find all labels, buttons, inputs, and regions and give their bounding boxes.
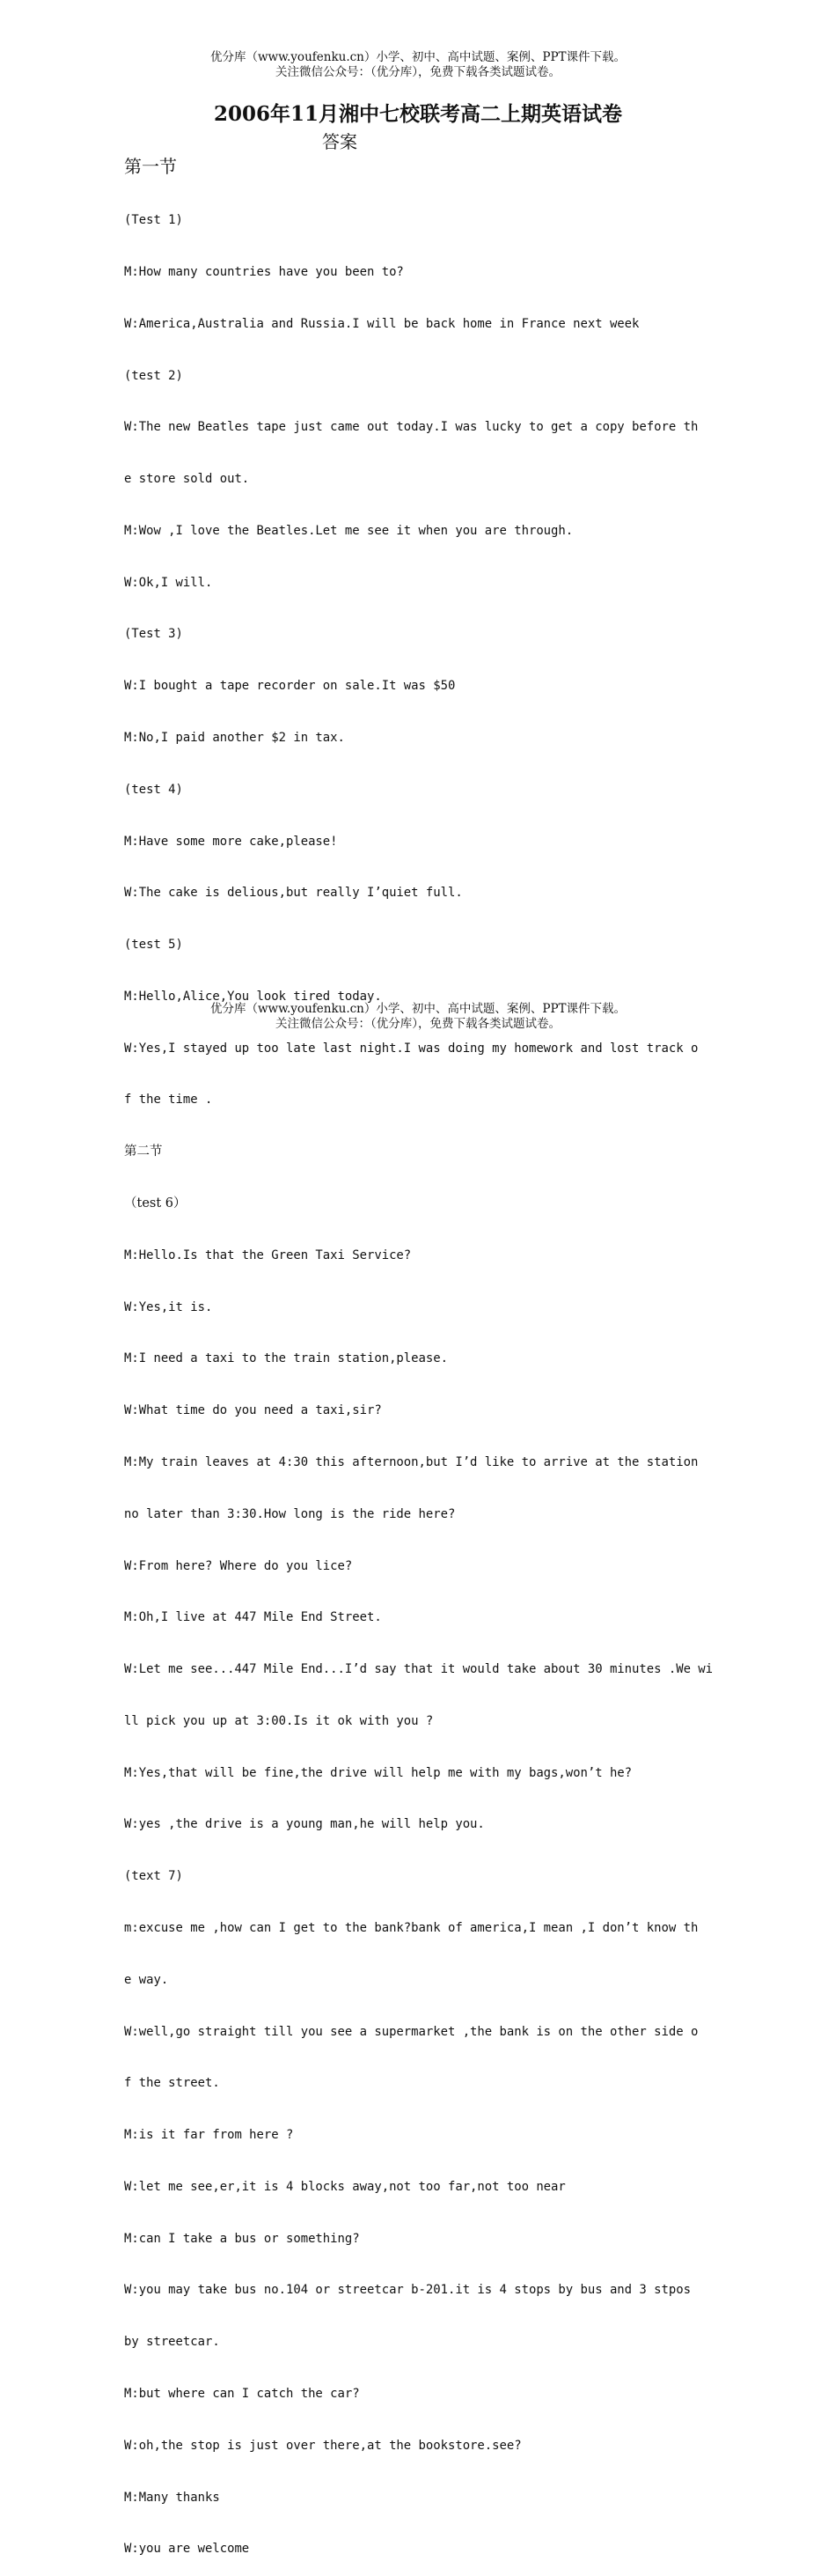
transcript-line: M:Yes,that will be fine,the drive will help me with my bags,won’t he?: [124, 1765, 633, 1780]
transcript-line: (test 4): [124, 782, 183, 797]
transcript-line: M:My train leaves at 4:30 this afternoon,but I’d like to arrive at the station: [124, 1454, 699, 1469]
transcript-line: W:oh,the stop is just over there,at the bookstore.see?: [124, 2438, 522, 2453]
transcript-line: (Test 3): [124, 627, 183, 642]
transcript-line: e store sold out.: [124, 472, 250, 487]
transcript-line: m:excuse me ,how can I get to the bank?bank of america,I mean ,I don’t know th: [124, 1920, 699, 1935]
transcript-line: M:is it far from here ?: [124, 2128, 294, 2143]
transcript-line: M:Hello.Is that the Green Taxi Service?: [124, 1248, 412, 1262]
transcript-line: W:What time do you need a taxi,sir?: [124, 1403, 382, 1418]
transcript-line: M:Have some more cake,please!: [124, 834, 338, 849]
transcript-line: W:well,go straight till you see a supermarket ,the bank is on the other side o: [124, 2024, 699, 2039]
footer-line-2: 关注微信公众号：（优分库），免费下载各类试题试卷。: [275, 1017, 561, 1031]
transcript-line: M:but where can I catch the car?: [124, 2387, 360, 2401]
transcript-line: by streetcar.: [124, 2335, 220, 2350]
transcript-line: f the time .: [124, 1093, 213, 1108]
transcript-line: f the street.: [124, 2076, 220, 2091]
transcript-line: W:Yes,I stayed up too late last night.I was doing my homework and lost track o: [124, 1041, 699, 1056]
transcript-body: [124, 178, 714, 2576]
transcript-line: M:Wow ,I love the Beatles.Let me see it when you are through.: [124, 523, 574, 538]
transcript-line: e way.: [124, 1972, 169, 1987]
page-header: [0, 50, 836, 80]
transcript-line: W:you may take bus no.104 or streetcar b-201.it is 4 stops by bus and 3 stpos: [124, 2283, 691, 2298]
transcript-line: W:The cake is delious,but really I’quiet full.: [124, 886, 463, 901]
footer-line-1: 优分库（www.youfenku.cn）小学、初中、高中试题、案例、PPT课件下载。: [209, 1002, 627, 1016]
transcript-line: W:From here? Where do you lice?: [124, 1558, 353, 1573]
transcript-line: M:can I take a bus or something?: [124, 2231, 360, 2246]
header-line-2: 关注微信公众号：（优分库），免费下载各类试题试卷。: [275, 65, 561, 79]
header-line-1: 优分库（www.youfenku.cn）小学、初中、高中试题、案例、PPT课件下载。: [209, 50, 627, 64]
transcript-line: (test 5): [124, 938, 183, 953]
transcript-line: (Test 1): [124, 213, 183, 228]
transcript-line: no later than 3:30.How long is the ride here?: [124, 1506, 456, 1521]
transcript-line: ll pick you up at 3:00.Is it ok with you ?: [124, 1713, 434, 1728]
transcript-line: W:you are welcome: [124, 2542, 250, 2557]
document-title: 2006年11月湘中七校联考高二上期英语试卷: [213, 102, 623, 126]
transcript-line: (text 7): [124, 1869, 183, 1884]
transcript-line: M:I need a taxi to the train station,please.: [124, 1351, 448, 1366]
transcript-line: (test 2): [124, 368, 183, 383]
section-heading-1: 第一节: [124, 156, 177, 177]
transcript-line: M:Hello,Alice,You look tired today.: [124, 989, 382, 1004]
transcript-line: M:No,I paid another $2 in tax.: [124, 731, 345, 745]
transcript-line: W:America,Australia and Russia.I will be back home in France next week: [124, 316, 640, 331]
transcript-line: M:Many thanks: [124, 2490, 220, 2505]
transcript-line: W:The new Beatles tape just came out today.I was lucky to get a copy before th: [124, 420, 699, 435]
transcript-line: W:Ok,I will.: [124, 575, 213, 590]
page-footer: [0, 1002, 836, 1032]
transcript-line: W:yes ,the drive is a young man,he will help you.: [124, 1817, 485, 1832]
document-subtitle: 答案: [322, 131, 357, 152]
transcript-line: W:let me see,er,it is 4 blocks away,not too far,not too near: [124, 2179, 566, 2194]
transcript-line: （test 6）: [124, 1196, 187, 1211]
transcript-line: M:Oh,I live at 447 Mile End Street.: [124, 1610, 382, 1625]
transcript-line: W:I bought a tape recorder on sale.It was $50: [124, 679, 456, 694]
transcript-line: W:Yes,it is.: [124, 1299, 213, 1314]
transcript-line: M:How many countries have you been to?: [124, 264, 404, 279]
transcript-line: W:Let me see...447 Mile End...I’d say that it would take about 30 minutes .We wi: [124, 1662, 714, 1677]
section-heading-2: 第二节: [124, 1144, 163, 1159]
